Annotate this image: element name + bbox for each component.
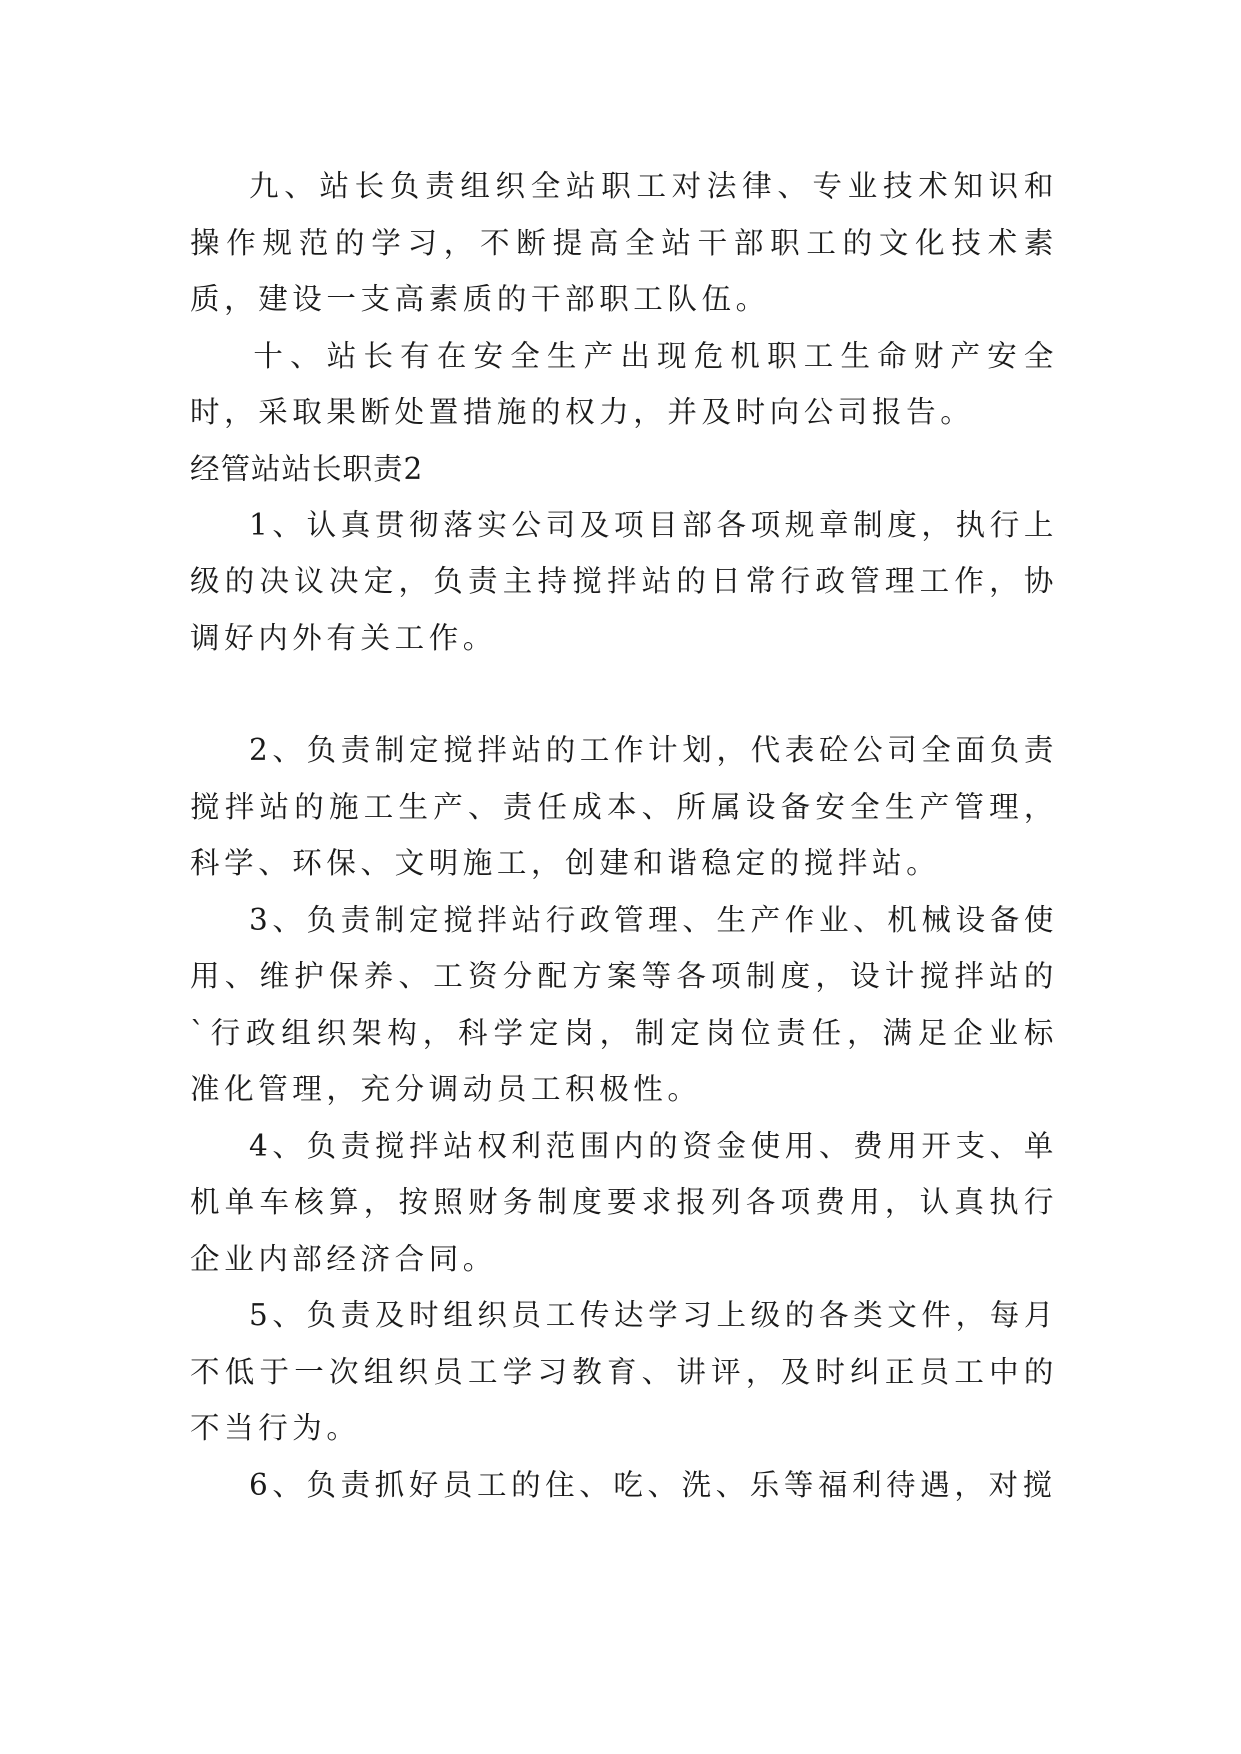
duty-item-3: 3、负责制定搅拌站行政管理、生产作业、机械设备使用、维护保养、工资分配方案等各项制度，设计搅拌站的`行政组织架构，科学定岗，制定岗位责任，满足企业标准化管理，充分调动员工积极性。 (190, 902, 1058, 1106)
blank-gap (190, 666, 1058, 722)
document-body (190, 158, 1058, 1513)
paragraph-ten: 十、站长有在安全生产出现危机职工生命财产安全时，采取果断处置措施的权力，并及时向公司报告。 (190, 338, 1058, 429)
duty-item-2: 2、负责制定搅拌站的工作计划，代表砼公司全面负责搅拌站的施工生产、责任成本、所属设备安全生产管理，科学、环保、文明施工，创建和谐稳定的搅拌站。 (190, 733, 1058, 880)
section-heading: 经管站站长职责2 (190, 451, 424, 486)
paragraph-nine: 九、站长负责组织全站职工对法律、专业技术知识和操作规范的学习，不断提高全站干部职工的文化技术素质，建设一支高素质的干部职工队伍。 (190, 169, 1058, 316)
duty-item-5: 5、负责及时组织员工传达学习上级的各类文件，每月不低于一次组织员工学习教育、讲评，及时纠正员工中的不当行为。 (190, 1298, 1058, 1445)
duty-item-6: 6、负责抓好员工的住、吃、洗、乐等福利待遇，对搅 (249, 1467, 1057, 1502)
duty-item-1: 1、认真贯彻落实公司及项目部各项规章制度，执行上级的决议决定，负责主持搅拌站的日常行政管理工作，协调好内外有关工作。 (190, 507, 1058, 655)
duty-item-4: 4、负责搅拌站权利范围内的资金使用、费用开支、单机单车核算，按照财务制度要求报列各项费用，认真执行企业内部经济合同。 (190, 1128, 1058, 1276)
